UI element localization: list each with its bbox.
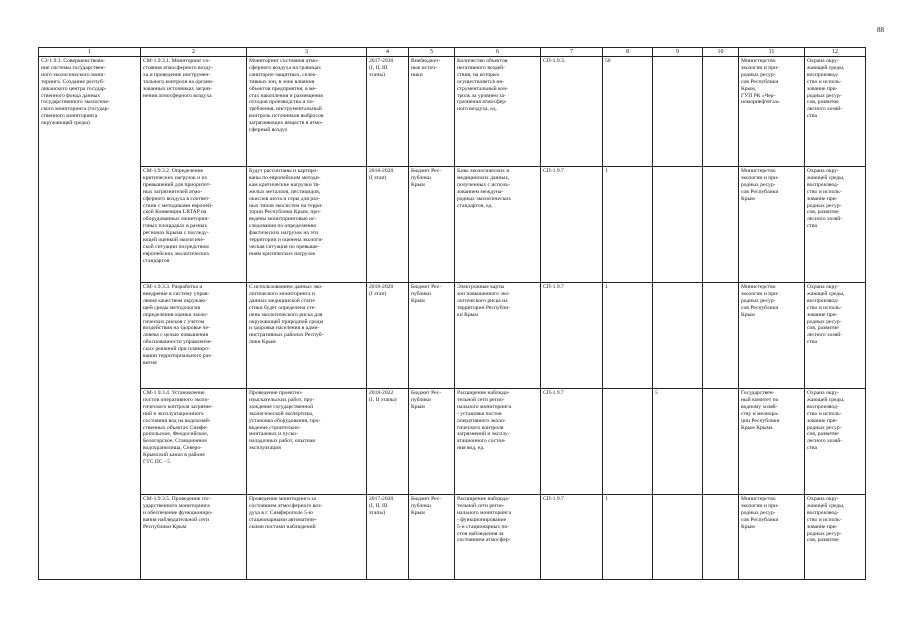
table-row: [39, 389, 866, 495]
responsible-cell: Министерство экологии и при- родных ресур- сов Республики Крым: [739, 495, 805, 580]
code-cell: СП-1.9.7: [541, 389, 603, 495]
program-cell: Охрана окру- жающей среды, воспроизвод- ство и исполь- зование при- родных ресур- сов, развитие лесного хозяй- ства: [805, 389, 866, 495]
code-cell: СП-1.9.7: [541, 167, 603, 283]
table-row: [39, 57, 866, 167]
code-cell: СП-1.9.3.: [541, 57, 603, 167]
responsible-cell: Министерство экологии и при- родных ресур- сов Республики Крым: [739, 283, 805, 389]
column-number: 2: [141, 48, 247, 57]
value-cell-8: 1: [603, 283, 653, 389]
value-cell-9: [653, 57, 703, 167]
measure-cell: СМ-1.9.3.1. Мониторинг со- стояния атмосферного возду- ха и проведение инструмен- тального контроля на органи- зованных источниках загряз- нения атмосферного воздуха: [141, 57, 247, 167]
column-number: 12: [805, 48, 866, 57]
period-cell: 2018-2022 (I, II этапы): [367, 389, 409, 495]
description-cell: Проведение мониторинга за состоянием атмосферного воз- духа в г. Симферополе 5-ю стационарными автоматиче- скими постами наблюдений: [247, 495, 367, 580]
column-number: 10: [703, 48, 739, 57]
column-number: 5: [409, 48, 455, 57]
description-cell: Проведение проектно- изыскательских работ, про- хождение государственной экологической экспертизы, установка оборудования, про- ведение строительно- монтажных и пуско- наладочных работ, опытная эксплуатация: [247, 389, 367, 495]
code-cell: СП-1.9.7: [541, 495, 603, 580]
funding-cell: Бюджет Рес- публики Крым: [409, 167, 455, 283]
measure-cell: СМ-1.9.3.3. Разработка и внедрение в систему управ- ления качеством окружаю- щей среды методологии определения оценки эколо- гических рисков с учетом воздействия на здоровье че- ловека с целью повышения обоснованности управленче- ских решений при планиро- вании территориального раз- вития: [141, 283, 247, 389]
period-cell: 2017-2030 (I, II, III этапы): [367, 495, 409, 580]
responsible-cell: Министерство экологии и при- родных ресур- сов Республики Крым, ГУП РК «Чер- номорнефтегаз»: [739, 57, 805, 167]
program-cell: Охрана окру- жающей среды, воспроизвод- ство и исполь- зование при- родных ресур- сов, развитие: [805, 495, 866, 580]
column-number: 3: [247, 48, 367, 57]
column-number: 9: [653, 48, 703, 57]
column-number: 7: [541, 48, 603, 57]
measure-cell: СМ-1.9.3.2. Определение критических нагрузок и их превышений для приоритет- ных загрязнителей атмо- сферного воздуха в соответ- ствии с методиками европей- ской Конвенции LRTAP на оборудованных мониторин- говых площадках в разных регионах Крыма с последу- ющей оценкой экологиче- ской ситуации посредством европейских экологических стандартов: [141, 167, 247, 283]
value-cell-10: [703, 283, 739, 389]
value-cell-10: [703, 495, 739, 580]
value-cell-10: [703, 389, 739, 495]
value-cell-8: [603, 389, 653, 495]
column-number: 11: [739, 48, 805, 57]
indicator-cell: Расширение наблюда- тельной сети регио- нального мониторинга - установка постов оперативного эколо- гического контроля загрязнений и эксплу- атационного состоя- ния вод, ед.: [455, 389, 541, 495]
table-row: [39, 167, 866, 283]
value-cell-9: [653, 283, 703, 389]
column-number-row: [39, 48, 866, 57]
description-cell: Мониторинг состояния атмо- сферного воздуха на границах санитарно-защитных, селек- тивных зон, в зоне влияния объектов предприятия, в ме- стах накопления и размещения отходов производства и по- требления, инструментальный контроль источников выбросов загрязняющих веществ в атмо- сферный воздух: [247, 57, 367, 167]
program-cell: Охрана окру- жающей среды, воспроизвод- ство и исполь- зование при- родных ресур- сов, развитие лесного хозяй- ства: [805, 167, 866, 283]
column-number: 6: [455, 48, 541, 57]
period-cell: 2018-2020 (I этап): [367, 283, 409, 389]
table-row: [39, 495, 866, 580]
period-cell: 2017-2030 (I, II, III этапы): [367, 57, 409, 167]
description-cell: Будут рассчитаны и картиро- ваны по европейским методи- кам критические нагрузки тя- желых металлов, пестицидов, окислов азота и серы для раз- ных типов экосистем на терри- тории Республики Крым, про- ведены мониторинговые ис- следования по определению фактических нагрузок на эти территории и оценена экологи- ческая ситуация по превыше- ниям критических нагрузок: [247, 167, 367, 283]
program-cell: Охрана окру- жающей среды, воспроизвод- ство и исполь- зование при- родных ресур- сов, развитие лесного хозяй- ства: [805, 57, 866, 167]
value-cell-10: [703, 57, 739, 167]
funding-cell: Бюджет Рес- публики Крым: [409, 495, 455, 580]
code-cell: СП-1.9.7: [541, 283, 603, 389]
funding-cell: Бюджет Рес- публики Крым: [409, 389, 455, 495]
responsible-cell: Министерство экологии и при- родных ресур- сов Республики Крым: [739, 167, 805, 283]
value-cell-9: [653, 495, 703, 580]
period-cell: 2018-2020 (I этап): [367, 167, 409, 283]
indicator-cell: Электронные карты зон повышенного эко- логического риска на территории Республи- ки Крым: [455, 283, 541, 389]
description-cell: С использованием данных эко- логического мониторинга и данных медицинской стати- стики будет определена сте- пень экологического риска для окружающей природной среды и здоровья населения в адми- нистративных районах Респуб- лики Крым: [247, 283, 367, 389]
measure-cell: СМ-1.9.3.4. Установление постов оперативного эколо- гического контроля загрязне- ний и эксплуатационного состояния вод на водохозяй- ственных объектах Симфе- ропольское, Феодосийское, Белогорское, Станционное водохранилища, Северо- Крымский канал в районе ГТС ПС - 5: [141, 389, 247, 495]
table-row: [39, 283, 866, 389]
objective-cell: СЗ-1.9.3. Совершенствова- ние системы государствен- ного экологического мони- торинга. Создание респуб- ликанского центра государ- ственного фонда данных государственного экологиче- ского мониторинга (государ- ственного мониторинга окружающей среды): [39, 57, 141, 580]
measures-table: [38, 47, 866, 580]
value-cell-8: 1: [603, 167, 653, 283]
funding-cell: Внебюджет- ные источ- ники: [409, 57, 455, 167]
indicator-cell: Расширение наблюда- тельной сети регио- нального мониторинга - функционирование 5-и стационарных по- стов наблюдения за состоянием атмосфер-: [455, 495, 541, 580]
funding-cell: Бюджет Рес- публики Крым: [409, 283, 455, 389]
page-number: 88: [877, 26, 884, 34]
value-cell-10: [703, 167, 739, 283]
column-number: 1: [39, 48, 141, 57]
responsible-cell: Государствен- ный комитет по водному хозяй- ству и мелиора- ции Республики Крым Крыма: [739, 389, 805, 495]
indicator-cell: Базы экологических и медицинских данных, полученных с исполь- зованием междуна- родных экологических стандартов, ед.: [455, 167, 541, 283]
program-cell: Охрана окру- жающей среды, воспроизвод- ство и исполь- зование при- родных ресур- сов, развитие лесного хозяй- ства: [805, 283, 866, 389]
indicator-cell: Количество объектов негативного воздей- ствия, на которых осуществляется ин- струментальный кон- троль за уровнем за- грязнения атмосфер- ного воздуха, ед.: [455, 57, 541, 167]
value-cell-8: 1: [603, 495, 653, 580]
value-cell-9: [653, 167, 703, 283]
value-cell-9: 5: [653, 389, 703, 495]
column-number: 8: [603, 48, 653, 57]
measure-cell: СМ-1.9.3.5. Проведение гос- ударственного мониторинга и обеспечение функциониро- вания наблюдательной сети Республики Крым: [141, 495, 247, 580]
value-cell-8: 50: [603, 57, 653, 167]
column-number: 4: [367, 48, 409, 57]
